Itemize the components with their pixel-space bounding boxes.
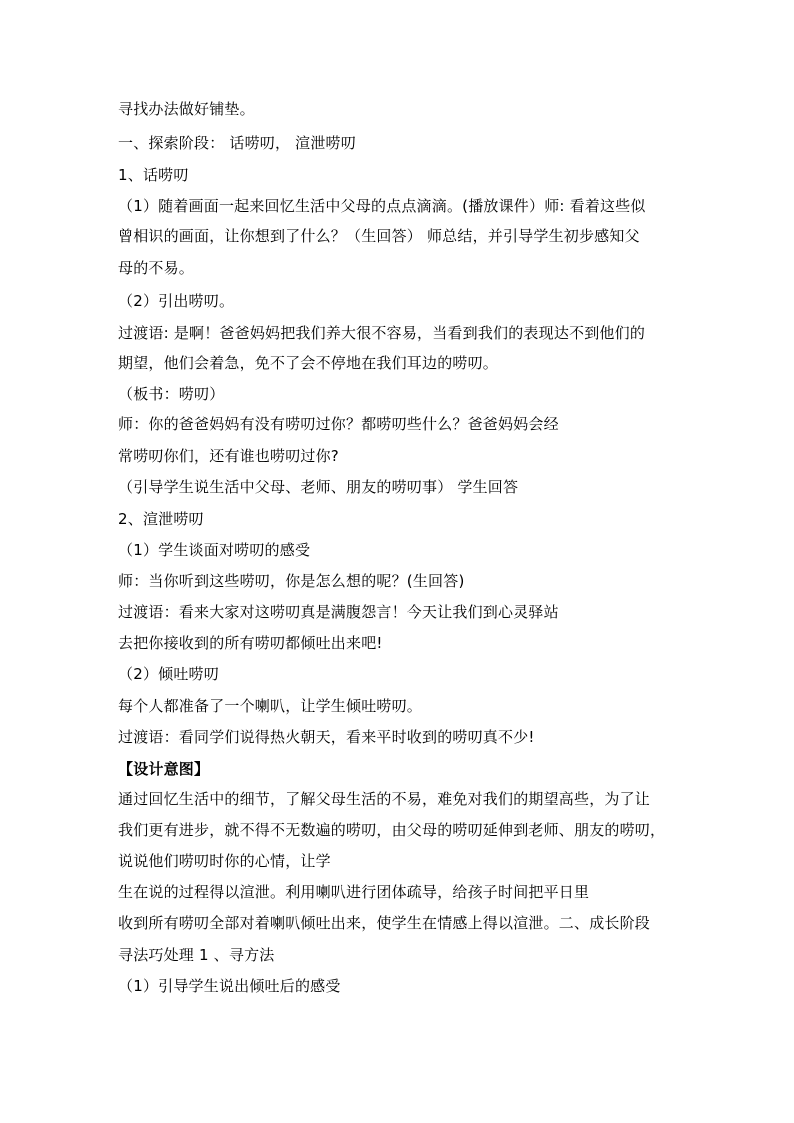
- text-line: 通过回忆生活中的细节，了解父母生活的不易，难免对我们的期望高些，为了让: [118, 790, 651, 808]
- text-line: 过渡语: 是啊！爸爸妈妈把我们养大很不容易，当看到我们的表现达不到他们的: [118, 324, 646, 342]
- text-line: 寻法巧处理 1 、寻方法: [118, 946, 275, 964]
- text-line: 师：你的爸爸妈妈有没有唠叨过你？都唠叨些什么？爸爸妈妈会经: [118, 415, 559, 433]
- text-line: 寻找办法做好铺垫。: [118, 100, 255, 118]
- subsection-heading: 1、话唠叨: [118, 166, 189, 184]
- text-line: 过渡语：看来大家对这唠叨真是满腹怨言！今天让我们到心灵驿站: [118, 603, 559, 621]
- text-line: 曾相识的画面，让你想到了什么？（生回答） 师总结，并引导学生初步感知父: [118, 227, 640, 245]
- text-line: （板书：唠叨）: [118, 385, 225, 403]
- text-line: 师：当你听到这些唠叨，你是怎么想的呢？(生回答): [118, 572, 465, 590]
- design-intent-heading: 【设计意图】: [118, 760, 210, 778]
- section-heading: 一、探索阶段： 话唠叨， 渲泄唠叨: [118, 134, 356, 152]
- text-line: （1）随着画面一起来回忆生活中父母的点点滴滴。(播放课件）师: 看着这些似: [118, 197, 646, 215]
- text-line: 常唠叨你们，还有谁也唠叨过你?: [118, 447, 339, 465]
- text-line: 收到所有唠叨全部对着喇叭倾吐出来，使学生在情感上得以渲泄。二、成长阶段: [118, 914, 651, 932]
- text-line: 生在说的过程得以渲泄。利用喇叭进行团体疏导，给孩子时间把平日里: [118, 883, 590, 901]
- text-line: 说说他们唠叨时你的心情，让学: [118, 852, 331, 870]
- text-line: （引导学生说生活中父母、老师、朋友的唠叨事） 学生回答: [118, 478, 519, 496]
- text-line: 去把你接收到的所有唠叨都倾吐出来吧!: [118, 634, 383, 652]
- text-line: 母的不易。: [118, 259, 195, 277]
- text-line: 每个人都准备了一个喇叭，让学生倾吐唠叨。: [118, 697, 423, 715]
- text-line: （2）倾吐唠叨: [118, 665, 219, 683]
- text-line: （2）引出唠叨。: [118, 292, 235, 310]
- text-line: 过渡语：看同学们说得热火朝天，看来平时收到的唠叨真不少!: [118, 728, 535, 746]
- text-line: （1）学生谈面对唠叨的感受: [118, 541, 311, 559]
- text-line: （1）引导学生说出倾吐后的感受: [118, 977, 341, 995]
- subsection-heading: 2、渲泄唠叨: [118, 510, 204, 528]
- text-line: 我们更有进步，就不得不无数遍的唠叨，由父母的唠叨延伸到老师、朋友的唠叨，: [118, 821, 666, 839]
- text-line: 期望，他们会着急，免不了会不停地在我们耳边的唠叨。: [118, 354, 499, 372]
